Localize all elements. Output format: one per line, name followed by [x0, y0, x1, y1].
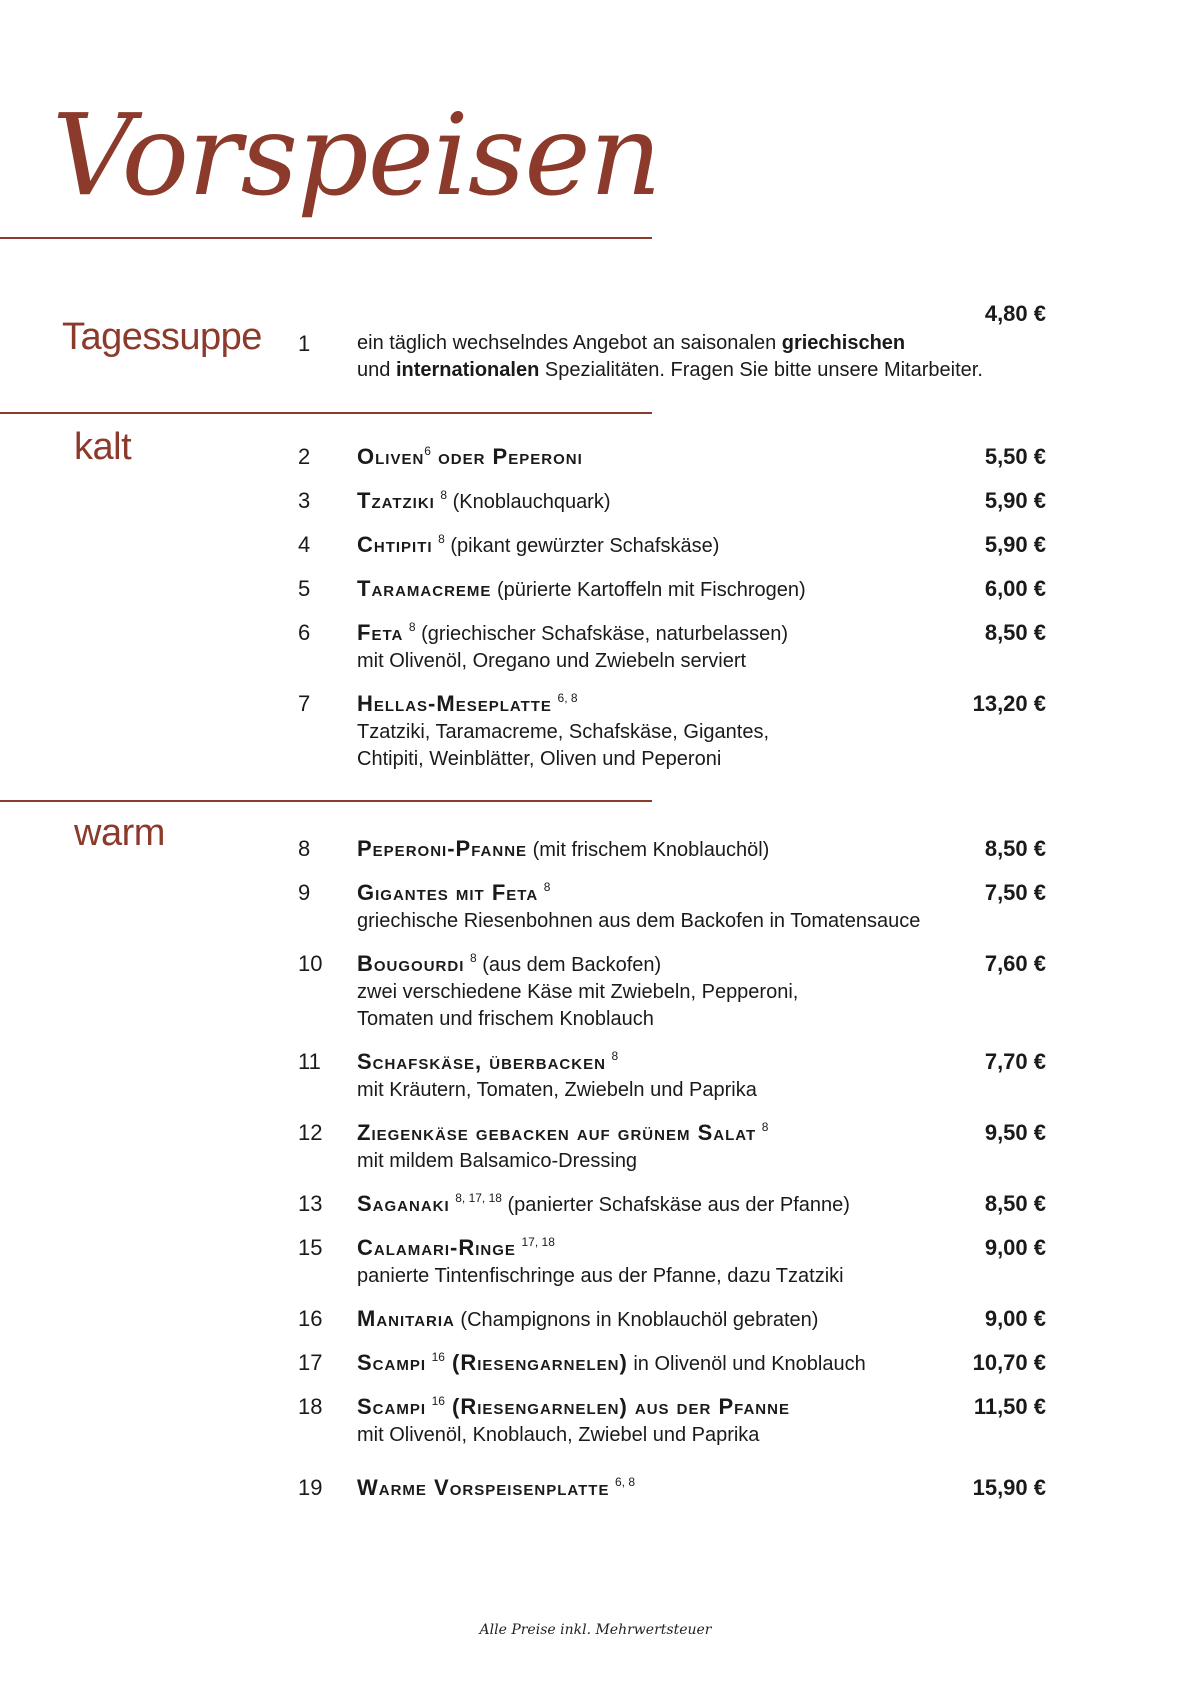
item-name: Peperoni-Pfanne — [357, 836, 528, 861]
item-price: 9,50 € — [984, 1120, 1046, 1145]
item-name: Calamari-Ringe — [357, 1235, 516, 1260]
item-number: 8 — [298, 836, 311, 861]
allergen-code: 8 — [440, 488, 448, 502]
item-name: Tzatziki — [357, 488, 435, 513]
item-description: mit mildem Balsamico-Dressing — [357, 1150, 638, 1172]
item-description: (pikant gewürzter Schafskäse) — [444, 535, 720, 557]
section-divider — [0, 412, 652, 414]
item-price: 9,00 € — [984, 1306, 1046, 1331]
footer-note: Alle Preise inkl. Mehrwertsteuer — [479, 1622, 712, 1638]
item-name: Warme Vorspeisenplatte — [357, 1475, 610, 1500]
item-description: ein täglich wechselndes Angebot an saisonalen — [357, 332, 782, 354]
item-description-bold: internationalen — [395, 359, 540, 381]
item-number: 4 — [298, 532, 311, 557]
item-description: griechische Riesenbohnen aus dem Backofen in Tomatensauce — [357, 910, 921, 932]
item-description: und — [357, 359, 396, 381]
allergen-code: 8 — [438, 532, 445, 546]
item-name: (Riesengarnelen) aus der Pfanne — [444, 1394, 790, 1419]
allergen-code: 6, 8 — [557, 691, 578, 705]
allergen-code: 8 — [761, 1120, 769, 1134]
item-description: (Champignons in Knoblauchöl gebraten) — [454, 1309, 819, 1331]
item-description: (pürierte Kartoffeln mit Fischrogen) — [491, 579, 806, 601]
item-name: Manitaria — [357, 1306, 455, 1331]
item-price: 10,70 € — [972, 1350, 1046, 1375]
category-soup: Tagessuppe — [62, 316, 262, 358]
allergen-code: 8 — [543, 880, 551, 894]
item-number: 15 — [298, 1235, 323, 1260]
item-price: 15,90 € — [972, 1475, 1046, 1500]
item-number: 6 — [298, 620, 311, 645]
item-description: Tzatziki, Taramacreme, Schafskäse, Gigantes, — [357, 721, 770, 743]
item-name: Chtipiti — [357, 532, 433, 557]
allergen-code: 8, 17, 18 — [455, 1191, 502, 1205]
item-price: 7,70 € — [984, 1049, 1046, 1074]
item-price: 8,50 € — [984, 620, 1046, 645]
item-name: Saganaki — [357, 1191, 450, 1216]
allergen-code: 8 — [469, 951, 477, 965]
item-price: 7,50 € — [984, 880, 1046, 905]
allergen-code: 16 — [431, 1350, 445, 1364]
item-description: Tomaten und frischem Knoblauch — [357, 1008, 654, 1030]
item-description: (griechischer Schafskäse, naturbelassen) — [415, 623, 788, 645]
item-price: 5,50 € — [984, 444, 1046, 469]
page-title: Vorspeisen — [52, 91, 661, 221]
item-description: (panierter Schafskäse aus der Pfanne) — [501, 1194, 850, 1216]
item-name: (Riesengarnelen) — [444, 1350, 628, 1375]
item-number: 5 — [298, 576, 311, 601]
item-name: Schafskäse, überbacken — [357, 1049, 606, 1074]
allergen-code: 8 — [408, 620, 416, 634]
category-warm: warm — [74, 812, 165, 854]
item-price: 7,60 € — [984, 951, 1046, 976]
item-number: 7 — [298, 691, 311, 716]
item-description: (Knoblauchquark) — [447, 491, 611, 513]
item-price: 9,00 € — [984, 1235, 1046, 1260]
category-cold: kalt — [74, 426, 132, 468]
item-description: (mit frischem Knoblauchöl) — [527, 839, 770, 861]
item-number: 2 — [298, 444, 311, 469]
title-divider — [0, 237, 652, 239]
item-number: 19 — [298, 1475, 323, 1500]
allergen-code: 8 — [611, 1049, 619, 1063]
item-name: Oliven — [357, 444, 425, 469]
item-price: 4,80 € — [984, 301, 1046, 326]
item-name: Bougourdi — [357, 951, 465, 976]
item-name: Feta — [357, 620, 404, 645]
item-name: oder Peperoni — [430, 444, 583, 469]
item-description: mit Olivenöl, Knoblauch, Zwiebel und Paprika — [357, 1424, 760, 1446]
item-price: 11,50 € — [973, 1394, 1046, 1419]
item-price: 5,90 € — [984, 532, 1046, 557]
allergen-code: 6 — [424, 444, 431, 458]
allergen-code: 6, 8 — [615, 1475, 636, 1489]
item-number: 18 — [298, 1394, 323, 1419]
item-number: 1 — [298, 331, 311, 356]
item-description: panierte Tintenfischringe aus der Pfanne, dazu Tzatziki — [357, 1265, 844, 1287]
item-price: 8,50 € — [984, 1191, 1046, 1216]
item-price: 6,00 € — [984, 576, 1046, 601]
item-name: Scampi — [357, 1350, 427, 1375]
item-price: 5,90 € — [984, 488, 1046, 513]
item-number: 3 — [298, 488, 311, 513]
allergen-code: 16 — [431, 1394, 445, 1408]
item-description: (aus dem Backofen) — [476, 954, 662, 976]
item-number: 9 — [298, 880, 311, 905]
item-number: 11 — [298, 1049, 321, 1074]
item-description: in Olivenöl und Knoblauch — [627, 1353, 866, 1375]
item-name: Ziegenkäse gebacken auf grünem Salat — [357, 1120, 757, 1145]
item-description: zwei verschiedene Käse mit Zwiebeln, Pepperoni, — [357, 981, 799, 1003]
item-description: Chtipiti, Weinblätter, Oliven und Peperoni — [357, 748, 722, 770]
section-divider — [0, 800, 652, 802]
item-number: 13 — [298, 1191, 323, 1216]
item-number: 16 — [298, 1306, 323, 1331]
item-number: 12 — [298, 1120, 323, 1145]
item-number: 10 — [298, 951, 323, 976]
item-description-bold: griechischen — [781, 332, 906, 354]
item-name: Taramacreme — [357, 576, 492, 601]
item-name: Gigantes mit Feta — [357, 880, 539, 905]
item-price: 13,20 € — [972, 691, 1046, 716]
item-description: mit Olivenöl, Oregano und Zwiebeln serviert — [357, 650, 747, 672]
allergen-code: 17, 18 — [521, 1235, 555, 1249]
item-name: Scampi — [357, 1394, 427, 1419]
item-description: Spezialitäten. Fragen Sie bitte unsere Mitarbeiter. — [539, 359, 983, 381]
item-price: 8,50 € — [984, 836, 1046, 861]
item-description: mit Kräutern, Tomaten, Zwiebeln und Paprika — [357, 1079, 757, 1101]
item-name: Hellas-Meseplatte — [357, 691, 552, 716]
item-number: 17 — [298, 1350, 323, 1375]
